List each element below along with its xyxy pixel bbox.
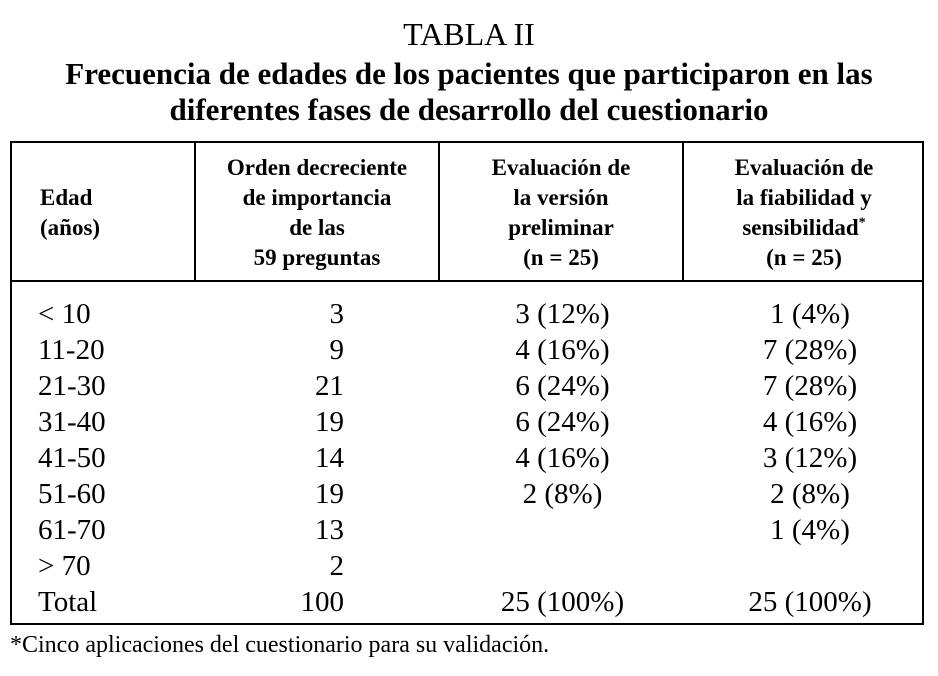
- header-order-line: de importancia: [242, 185, 392, 210]
- cell-reliability: 7 (28%): [762, 370, 858, 402]
- cell-order: 19: [315, 478, 344, 510]
- header-reliability-line: la fiabilidad y: [736, 185, 872, 210]
- header-preliminary-line: la versión: [513, 185, 609, 210]
- cell-reliability: 25 (100%): [748, 586, 872, 618]
- header-preliminary-line: Evaluación de: [491, 155, 631, 180]
- cell-order: 13: [315, 514, 344, 546]
- cell-age: > 70: [38, 550, 91, 582]
- header-order: [196, 150, 438, 276]
- header-age-line: (años): [40, 215, 101, 240]
- cell-order: 19: [315, 406, 344, 438]
- header-order-line: Orden decreciente: [226, 155, 408, 180]
- cell-reliability: 4 (16%): [762, 406, 858, 438]
- cell-preliminary: 4 (16%): [515, 442, 610, 474]
- header-divider: [10, 280, 924, 282]
- cell-age: 41-50: [38, 442, 106, 474]
- header-reliability-line: Evaluación de: [734, 155, 874, 180]
- table-row: [10, 548, 924, 584]
- header-preliminary-line: preliminar: [508, 215, 614, 240]
- cell-age: 21-30: [38, 370, 106, 402]
- table-row: [10, 296, 924, 332]
- cell-reliability: 1 (4%): [770, 298, 850, 330]
- table-row-total: [10, 584, 924, 620]
- header-reliability-line: (n = 25): [766, 245, 842, 270]
- cell-age: Total: [38, 586, 98, 618]
- cell-order: 2: [329, 550, 344, 582]
- caption-line-1: Frecuencia de edades de los pacientes que participaron en las: [65, 56, 873, 91]
- header-reliability: [684, 150, 924, 276]
- table-caption: [0, 56, 938, 128]
- table-row: [10, 332, 924, 368]
- cell-order: 100: [300, 586, 344, 618]
- cell-age: 31-40: [38, 406, 106, 438]
- header-reliability-line: [684, 213, 924, 243]
- table-row: [10, 368, 924, 404]
- table-row: [10, 476, 924, 512]
- cell-reliability: 3 (12%): [762, 442, 858, 474]
- cell-preliminary: 25 (100%): [500, 586, 625, 618]
- cell-reliability: 7 (28%): [762, 334, 858, 366]
- table-row: [10, 404, 924, 440]
- caption-line-2: diferentes fases de desarrollo del cuestionario: [169, 92, 769, 127]
- header-preliminary: [440, 150, 682, 276]
- cell-age: 51-60: [38, 478, 106, 510]
- cell-age: 11-20: [38, 334, 105, 366]
- cell-reliability: 1 (4%): [770, 514, 850, 546]
- header-reliability-text: sensibilidad: [742, 215, 859, 240]
- table-label: TABLA II: [403, 16, 535, 52]
- header-age-line: Edad: [40, 185, 93, 210]
- cell-preliminary: 2 (8%): [522, 478, 603, 510]
- table-row: [10, 440, 924, 476]
- cell-preliminary: 3 (12%): [515, 298, 610, 330]
- cell-preliminary: 6 (24%): [515, 370, 610, 402]
- footnote-marker: *: [858, 215, 866, 231]
- footnote: *Cinco aplicaciones del cuestionario para su validación.: [10, 632, 550, 658]
- cell-preliminary: 4 (16%): [515, 334, 610, 366]
- cell-order: 21: [315, 370, 344, 402]
- header-preliminary-line: (n = 25): [523, 245, 599, 270]
- cell-order: 3: [329, 298, 344, 330]
- cell-preliminary: 6 (24%): [515, 406, 610, 438]
- cell-order: 9: [329, 334, 344, 366]
- cell-reliability: 2 (8%): [770, 478, 850, 510]
- header-order-line: de las: [289, 215, 345, 240]
- cell-age: 61-70: [38, 514, 106, 546]
- header-order-line: 59 preguntas: [253, 245, 381, 270]
- cell-age: < 10: [38, 298, 91, 330]
- cell-order: 14: [315, 442, 344, 474]
- header-age: [40, 150, 190, 276]
- table-row: [10, 512, 924, 548]
